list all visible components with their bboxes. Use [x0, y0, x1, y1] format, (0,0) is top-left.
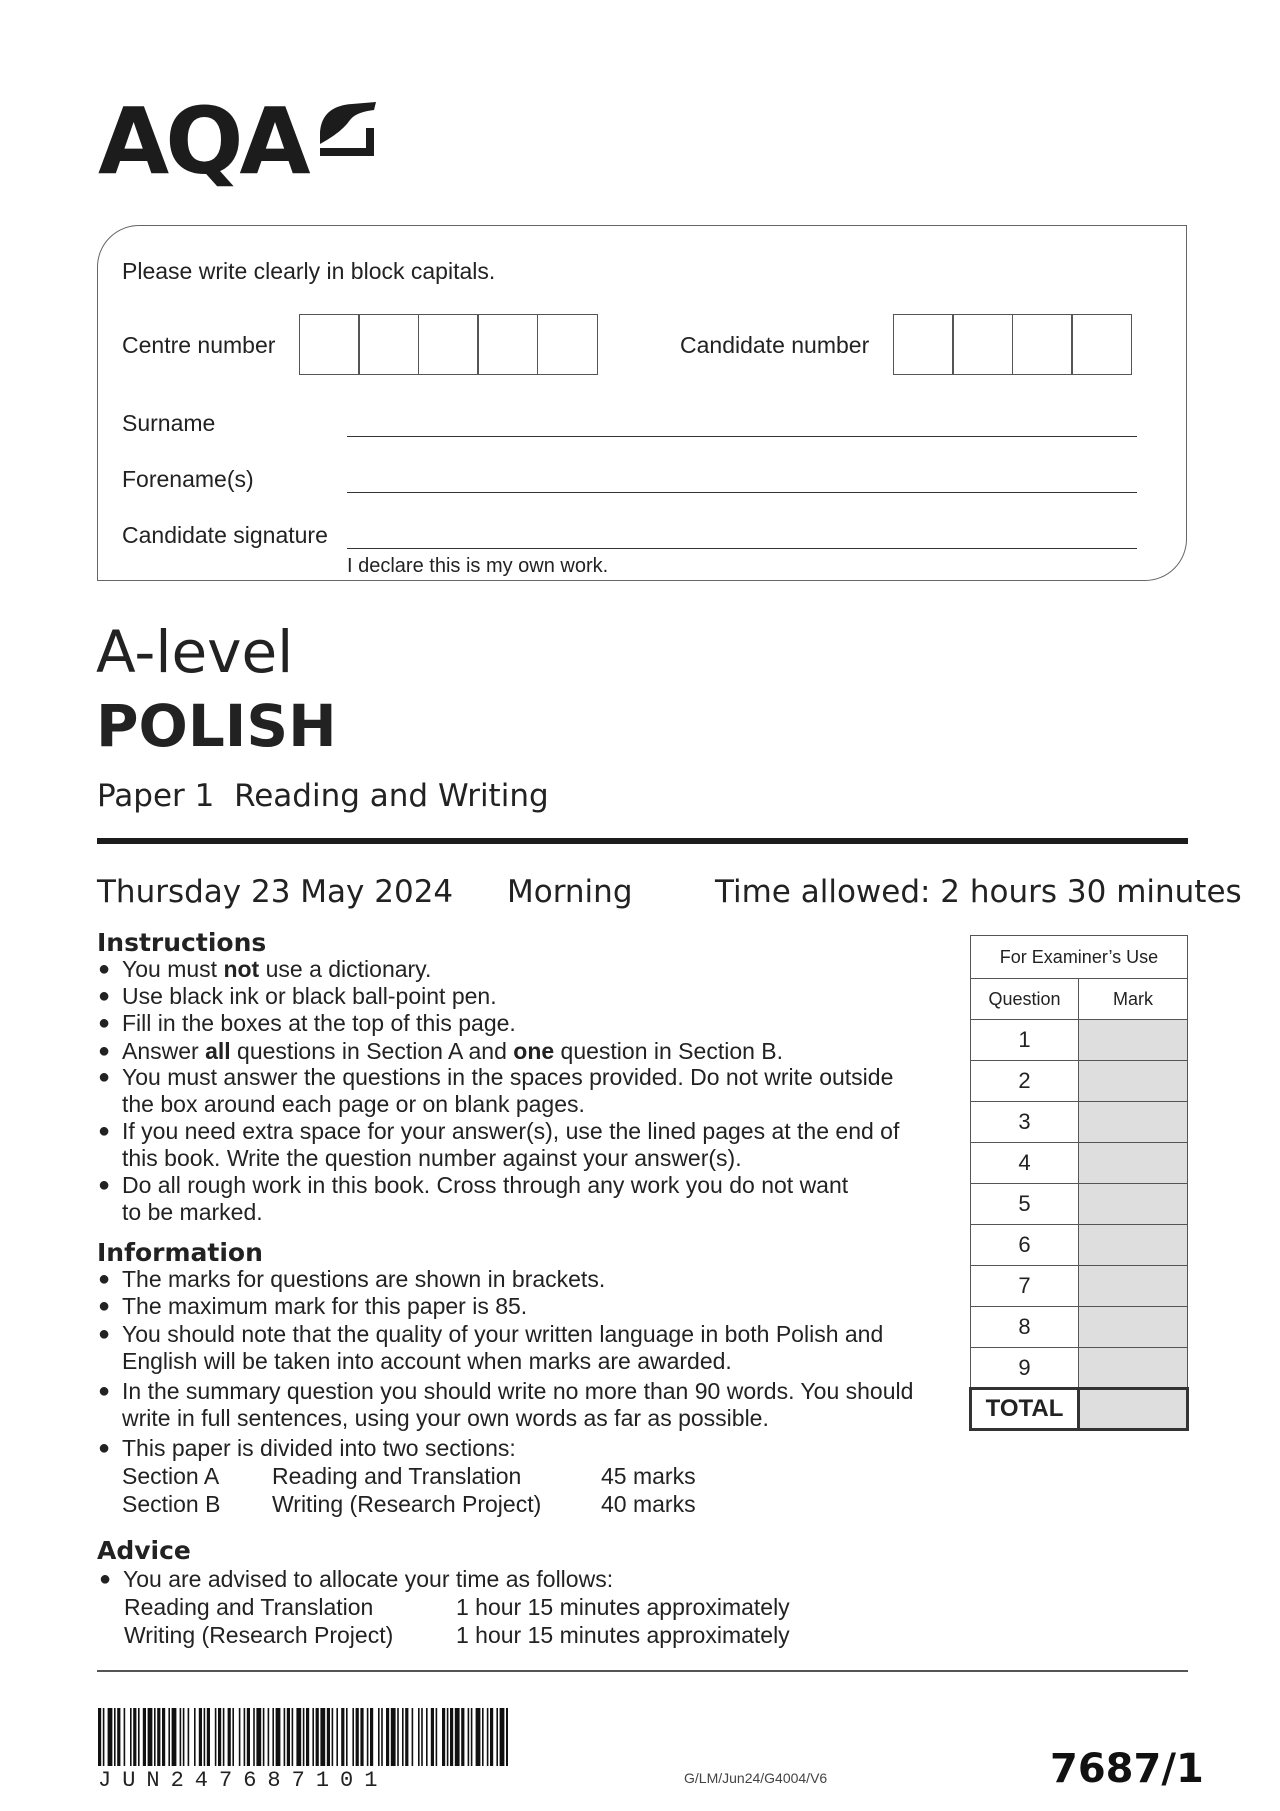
- barcode-bar: [436, 1708, 438, 1766]
- mark-cell: [1079, 1061, 1188, 1102]
- question-number: 6: [971, 1225, 1079, 1266]
- total-row: [971, 1389, 1188, 1430]
- barcode-bar: [232, 1708, 234, 1766]
- information-heading: Information: [97, 1238, 263, 1267]
- barcode-bar: [320, 1708, 325, 1766]
- barcode-bar: [312, 1708, 314, 1766]
- question-number: 5: [971, 1184, 1079, 1225]
- table-row: [971, 1061, 1188, 1102]
- exam-session: Morning: [507, 874, 633, 910]
- advice-time: 1 hour 15 minutes approximately: [456, 1594, 790, 1620]
- candidate-number-boxes: [894, 314, 1132, 375]
- surname-field[interactable]: [347, 436, 1137, 437]
- paper-title: Paper 1 Reading and Writing: [97, 778, 549, 814]
- information-item: ● You should note that the quality of your written language in both Polish and English will be taken into account when marks are awarded.: [98, 1321, 884, 1374]
- barcode-bar: [487, 1708, 489, 1766]
- barcode-bar: [336, 1708, 338, 1766]
- barcode-bar: [450, 1708, 453, 1766]
- barcode-bar: [276, 1708, 281, 1766]
- centre-number-boxes: [300, 314, 598, 375]
- advice-time: 1 hour 15 minutes approximately: [456, 1622, 790, 1648]
- aqa-logo-mark-icon: [316, 98, 378, 160]
- barcode-bar: [341, 1708, 344, 1766]
- candidate-digit-box[interactable]: [1012, 314, 1073, 375]
- mark-cell: [1079, 1266, 1188, 1307]
- barcode-bar: [356, 1708, 359, 1766]
- mark-cell: [1079, 1225, 1188, 1266]
- barcode-bar: [306, 1708, 309, 1766]
- barcode-bar: [316, 1708, 319, 1766]
- question-number: 9: [971, 1348, 1079, 1389]
- instruction-item: ● You must not use a dictionary.: [98, 956, 432, 982]
- signature-field[interactable]: [347, 548, 1137, 549]
- barcode-bar: [199, 1708, 202, 1766]
- barcode-bar: [157, 1708, 160, 1766]
- barcode-bar: [204, 1708, 206, 1766]
- barcode-bar: [397, 1708, 399, 1766]
- barcode-bar: [496, 1708, 498, 1766]
- barcode-bar: [133, 1708, 136, 1766]
- advice-heading: Advice: [97, 1536, 191, 1565]
- examiner-table-header: For Examiner’s Use: [971, 936, 1188, 979]
- barcode-bar: [418, 1708, 420, 1766]
- barcode-bar: [367, 1708, 369, 1766]
- instruction-item: ● Fill in the boxes at the top of this page.: [98, 1010, 516, 1036]
- barcode-bar: [412, 1708, 414, 1766]
- information-item: ● The maximum mark for this paper is 85.: [98, 1293, 528, 1319]
- barcode-bar: [207, 1708, 210, 1766]
- barcode-bar: [215, 1708, 217, 1766]
- table-row: [971, 1184, 1188, 1225]
- barcode-bar: [386, 1708, 389, 1766]
- barcode-bar: [370, 1708, 373, 1766]
- candidate-number-label: Candidate number: [680, 332, 870, 358]
- barcode-number: JUN247687101: [98, 1768, 389, 1793]
- qualification-level: A-level: [96, 618, 294, 686]
- instruction-item: ● If you need extra space for your answer(s), use the lined pages at the end of this book. Write the question number against your answer(s).: [98, 1118, 900, 1171]
- barcode-bar: [346, 1708, 348, 1766]
- barcode-bar: [447, 1708, 449, 1766]
- barcode-bar: [391, 1708, 396, 1766]
- table-row: [971, 1020, 1188, 1061]
- table-row: [971, 1102, 1188, 1143]
- question-number: 4: [971, 1143, 1079, 1184]
- table-row: [971, 1143, 1188, 1184]
- barcode-bar: [256, 1708, 261, 1766]
- barcode-bar: [303, 1708, 305, 1766]
- question-number: 7: [971, 1266, 1079, 1307]
- total-label: TOTAL: [971, 1389, 1079, 1430]
- question-number: 3: [971, 1102, 1079, 1143]
- aqa-logo-text: AQA: [98, 88, 307, 195]
- information-item: ● In the summary question you should write no more than 90 words. You should write in full sentences, using your own words as far as possible.: [98, 1378, 914, 1431]
- barcode-bar: [130, 1708, 132, 1766]
- centre-digit-box[interactable]: [477, 314, 538, 375]
- title-divider: [97, 838, 1188, 844]
- barcode-bar: [188, 1708, 190, 1766]
- barcode-bar: [506, 1708, 508, 1766]
- barcode-bar: [352, 1708, 354, 1766]
- advice-part: Writing (Research Project): [124, 1622, 394, 1648]
- barcode-bar: [244, 1708, 246, 1766]
- advice-part: Reading and Translation: [124, 1594, 374, 1620]
- instruction-item: ● Answer all questions in Section A and one question in Section B.: [98, 1038, 784, 1064]
- centre-number-label: Centre number: [122, 332, 276, 358]
- mark-cell: [1079, 1307, 1188, 1348]
- time-allowed: Time allowed: 2 hours 30 minutes: [715, 874, 1242, 910]
- barcode-bar: [172, 1708, 177, 1766]
- centre-digit-box[interactable]: [418, 314, 479, 375]
- barcode-bar: [180, 1708, 182, 1766]
- barcode-bar: [360, 1708, 363, 1766]
- barcode-bar: [194, 1708, 196, 1766]
- instructions-heading: Instructions: [97, 928, 267, 957]
- section-a-name: Section A: [122, 1463, 220, 1489]
- barcode-bar: [148, 1708, 153, 1766]
- candidate-digit-box[interactable]: [893, 314, 954, 375]
- instruction-item: ● Use black ink or black ball-point pen.: [98, 983, 497, 1009]
- barcode-bar: [98, 1708, 101, 1766]
- barcode-bar: [426, 1708, 428, 1766]
- barcode-bar: [138, 1708, 140, 1766]
- centre-digit-box[interactable]: [299, 314, 360, 375]
- barcode-bar: [228, 1708, 231, 1766]
- forename-label: Forename(s): [122, 466, 254, 492]
- section-b-title: Writing (Research Project): [272, 1491, 542, 1517]
- barcode-bar: [114, 1708, 116, 1766]
- barcode-bar: [332, 1708, 334, 1766]
- mark-cell: [1079, 1348, 1188, 1389]
- barcode-bar: [108, 1708, 113, 1766]
- centre-digit-box[interactable]: [358, 314, 419, 375]
- barcode-bar: [292, 1708, 294, 1766]
- barcode-bar: [482, 1708, 484, 1766]
- subject-title: POLISH: [96, 692, 337, 760]
- block-capitals-prompt: Please write clearly in block capitals.: [122, 258, 496, 284]
- barcode-bar: [117, 1708, 120, 1766]
- exam-date: Thursday 23 May 2024: [97, 874, 454, 910]
- barcode-bar: [381, 1708, 383, 1766]
- barcode-bar: [405, 1708, 408, 1766]
- barcode-bar: [103, 1708, 105, 1766]
- mark-cell: [1079, 1020, 1188, 1061]
- question-number: 2: [971, 1061, 1079, 1102]
- question-number: 1: [971, 1020, 1079, 1061]
- barcode-bar: [247, 1708, 250, 1766]
- barcode-bar: [455, 1708, 460, 1766]
- barcode-bar: [168, 1708, 170, 1766]
- barcode-bar: [468, 1708, 470, 1766]
- candidate-digit-box[interactable]: [1071, 314, 1132, 375]
- section-a-title: Reading and Translation: [272, 1463, 522, 1489]
- barcode-icon: [98, 1708, 508, 1766]
- candidate-digit-box[interactable]: [952, 314, 1013, 375]
- signature-label: Candidate signature: [122, 522, 328, 548]
- advice-item: ● You are advised to allocate your time as follows:: [99, 1566, 614, 1592]
- mark-cell: [1079, 1102, 1188, 1143]
- barcode-bar: [287, 1708, 290, 1766]
- barcode-bar: [471, 1708, 473, 1766]
- section-b-name: Section B: [122, 1491, 221, 1517]
- information-item: ● The marks for questions are shown in brackets.: [98, 1266, 606, 1292]
- question-number: 8: [971, 1307, 1079, 1348]
- barcode-bar: [442, 1708, 445, 1766]
- section-b-marks: 40 marks: [601, 1491, 696, 1517]
- instruction-item: ● Do all rough work in this book. Cross through any work you do not want to be marked.: [98, 1172, 849, 1225]
- barcode-bar: [500, 1708, 505, 1766]
- barcode-bar: [162, 1708, 165, 1766]
- barcode-bar: [327, 1708, 330, 1766]
- examiner-use-table: [969, 935, 1189, 1431]
- centre-digit-box[interactable]: [537, 314, 598, 375]
- mark-column-header: Mark: [1079, 979, 1188, 1020]
- barcode-bar: [268, 1708, 270, 1766]
- instruction-item: ● You must answer the questions in the spaces provided. Do not write outside the box around each page or on blank pages.: [98, 1064, 894, 1117]
- aqa-logo: [98, 88, 307, 195]
- barcode-bar: [218, 1708, 221, 1766]
- barcode-bar: [431, 1708, 434, 1766]
- table-row: [971, 1266, 1188, 1307]
- barcode-bar: [183, 1708, 185, 1766]
- mark-cell: [1079, 1143, 1188, 1184]
- barcode-bar: [284, 1708, 286, 1766]
- barcode-bar: [239, 1708, 241, 1766]
- document-reference: G/LM/Jun24/G4004/V6: [684, 1770, 828, 1786]
- question-column-header: Question: [971, 979, 1079, 1020]
- section-a-marks: 45 marks: [601, 1463, 696, 1489]
- barcode-bar: [223, 1708, 225, 1766]
- barcode-bar: [272, 1708, 274, 1766]
- barcode-bar: [296, 1708, 301, 1766]
- barcode-bar: [402, 1708, 404, 1766]
- barcode-bar: [461, 1708, 464, 1766]
- barcode-bar: [253, 1708, 255, 1766]
- barcode-bar: [124, 1708, 126, 1766]
- declaration-text: I declare this is my own work.: [347, 555, 609, 577]
- barcode-bar: [263, 1708, 265, 1766]
- barcode-bar: [421, 1708, 423, 1766]
- information-item: ● This paper is divided into two sections:: [98, 1435, 516, 1461]
- barcode-bar: [476, 1708, 481, 1766]
- barcode-bar: [154, 1708, 156, 1766]
- total-mark-cell: [1079, 1389, 1188, 1430]
- table-row: [971, 1307, 1188, 1348]
- barcode-bar: [490, 1708, 493, 1766]
- surname-label: Surname: [122, 410, 216, 436]
- table-row: [971, 1348, 1188, 1389]
- paper-code: 7687/1: [1050, 1746, 1204, 1792]
- table-row: [971, 1225, 1188, 1266]
- mark-cell: [1079, 1184, 1188, 1225]
- barcode-bar: [378, 1708, 380, 1766]
- barcode-bar: [143, 1708, 146, 1766]
- footer-divider: [97, 1670, 1188, 1672]
- forename-field[interactable]: [347, 492, 1137, 493]
